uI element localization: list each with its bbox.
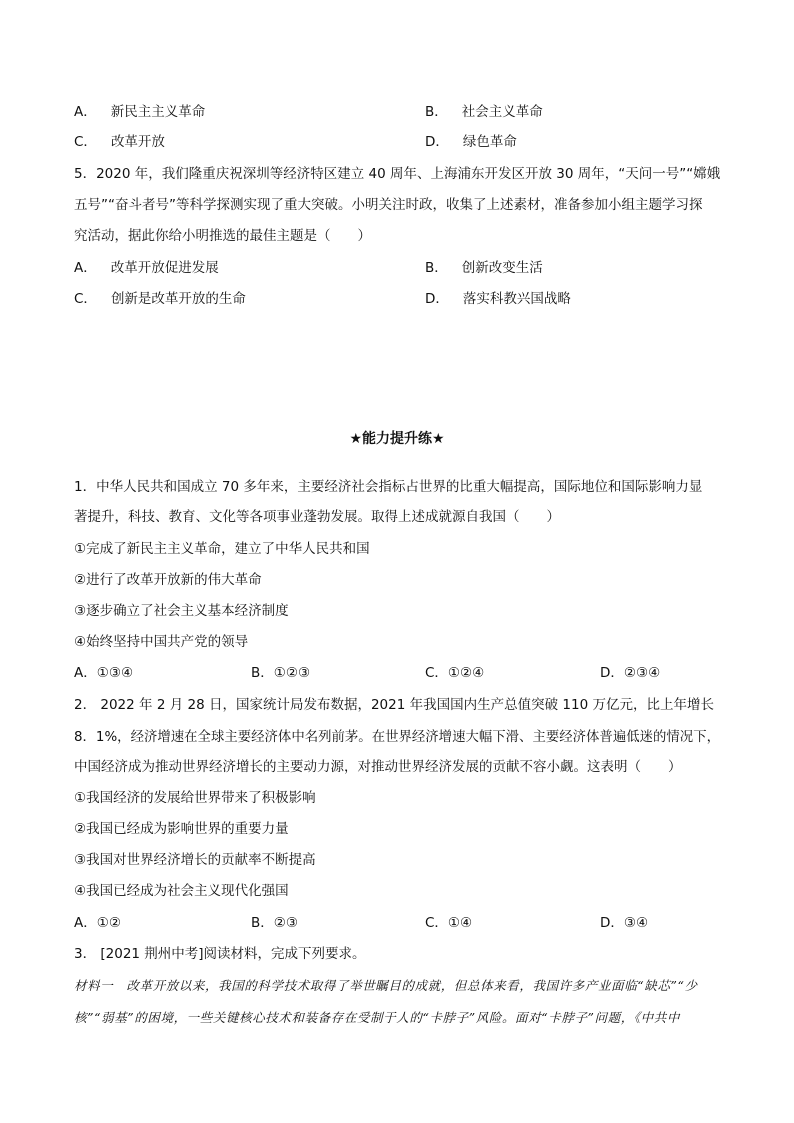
- q4-option-a[interactable]: [74, 102, 205, 122]
- p2-item-1: ①我国经济的发展给世界带来了积极影响: [74, 790, 316, 806]
- option-key: B．: [425, 260, 448, 276]
- p1-item-3: ③逐步确立了社会主义基本经济制度: [74, 603, 289, 619]
- p2-option-a[interactable]: A．①②: [74, 915, 121, 931]
- option-key: A．: [74, 104, 97, 120]
- option-text: 改革开放促进发展: [110, 260, 219, 276]
- option-key: C．: [74, 134, 97, 150]
- p2-stem-line-2: 8．1%，经济增速在全球主要经济体中名列前茅。在世界经济增速大幅下滑、主要经济体普遍低迷的情况下，: [74, 729, 721, 745]
- p3-material-line-2: 核”“弱基”的困境，一些关键核心技术和装备存在受制于人的“卡脖子”风险。面对“卡脖子”问题，《中共中: [74, 1010, 680, 1025]
- p1-item-4: ④始终坚持中国共产党的领导: [74, 634, 249, 650]
- q4-option-d[interactable]: [425, 132, 517, 152]
- option-text: 社会主义革命: [461, 104, 543, 120]
- option-text: 创新改变生活: [461, 260, 543, 276]
- p1-stem-line-2: 著提升，科技、教育、文化等各项事业蓬勃发展。取得上述成就源自我国（ ）: [74, 509, 560, 525]
- q5-option-d[interactable]: [425, 289, 571, 309]
- p1-item-1: ①完成了新民主主义革命，建立了中华人民共和国: [74, 541, 370, 557]
- p2-item-2: ②我国已经成为影响世界的重要力量: [74, 821, 289, 837]
- option-key: D．: [425, 291, 449, 307]
- p2-item-3: ③我国对世界经济增长的贡献率不断提高: [74, 852, 316, 868]
- p1-option-a[interactable]: A．①③④: [74, 665, 134, 681]
- p2-option-d[interactable]: D．③④: [600, 915, 649, 931]
- p3-stem: 3． [2021 荆州中考]阅读材料，完成下列要求。: [74, 946, 366, 962]
- q4-option-c[interactable]: [74, 132, 165, 152]
- q5-stem-line-1: 5．2020 年，我们隆重庆祝深圳等经济特区建立 40 周年、上海浦东开发区开放 30 周年，“天问一号”“嫦娥: [74, 166, 721, 182]
- p2-option-c[interactable]: C．①④: [425, 915, 473, 931]
- option-text: 创新是改革开放的生命: [110, 291, 246, 307]
- p2-stem-line-1: 2． 2022 年 2 月 28 日，国家统计局发布数据，2021 年我国国内生产总值突破 110 万亿元，比上年增长: [74, 697, 714, 713]
- option-key: C．: [74, 291, 97, 307]
- p1-item-2: ②进行了改革开放新的伟大革命: [74, 572, 262, 588]
- option-text: 绿色革命: [462, 134, 517, 150]
- p3-material-line-1: 材料一 改革开放以来，我国的科学技术取得了举世瞩目的成就，但总体来看，我国许多产业面临“缺芯”“少: [74, 978, 698, 993]
- p2-stem-line-3: 中国经济成为推动世界经济增长的主要动力源，对推动世界经济发展的贡献不容小觑。这表明（ ）: [74, 759, 682, 775]
- q5-option-a[interactable]: [74, 258, 219, 278]
- p1-option-c[interactable]: C．①②④: [425, 665, 485, 681]
- option-text: 落实科教兴国战略: [462, 291, 571, 307]
- p1-stem-line-1: 1．中华人民共和国成立 70 多年来，主要经济社会指标占世界的比重大幅提高，国际地位和国际影响力显: [74, 479, 703, 495]
- q5-option-c[interactable]: [74, 289, 246, 309]
- option-text: 改革开放: [110, 134, 165, 150]
- section-title: ★能力提升练★: [349, 431, 445, 447]
- p2-option-b[interactable]: B．②③: [251, 915, 298, 931]
- option-key: B．: [425, 104, 448, 120]
- option-key: A．: [74, 260, 97, 276]
- q5-stem-line-2: 五号”“奋斗者号”等科学探测实现了重大突破。小明关注时政，收集了上述素材，准备参加小组主题学习探: [74, 197, 703, 213]
- q5-stem-line-3: 究活动，据此你给小明推选的最佳主题是（ ）: [74, 228, 371, 244]
- option-key: D．: [425, 134, 449, 150]
- p1-option-d[interactable]: D．②③④: [600, 665, 661, 681]
- q4-option-b[interactable]: [425, 102, 543, 122]
- p2-item-4: ④我国已经成为社会主义现代化强国: [74, 883, 289, 899]
- option-text: 新民主主义革命: [110, 104, 206, 120]
- p1-option-b[interactable]: B．①②③: [251, 665, 311, 681]
- q5-option-b[interactable]: [425, 258, 543, 278]
